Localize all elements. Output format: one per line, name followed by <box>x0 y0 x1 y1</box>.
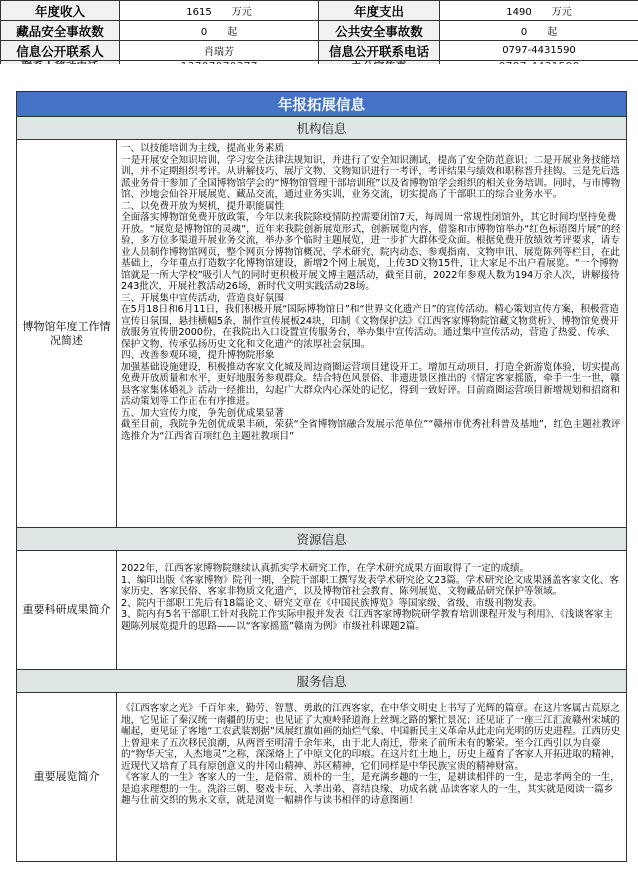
exhibition-content <box>117 693 627 862</box>
research-paragraph: 3、院内有5名干部职工针对我院工作实际申报并发表《江西客家博物院研学教育培训课程开发与利用》、《浅谈客家主题陈列展览提升的思路——以“客家摇篮”赣南为例》市级社科课题2篇。 <box>121 609 613 632</box>
research-label: 重要科研成果简介 <box>17 551 117 670</box>
income-value: 1615 <box>186 7 212 18</box>
rendering-gap <box>0 64 638 74</box>
research-paragraph: 1、编印出版《客家博物》院刊一期，全院干部职工撰写发表学术研究论文23篇。学术研究论文成果涵盖客家文化、客家历史、客家民俗、客家非物质文化遗产，以及博物馆社会教育、陈列展览、文物藏品研究保护等领域。 <box>121 574 619 597</box>
income-label: 年度收入 <box>1 1 120 21</box>
research-paragraph: 2、院内干部职工先后有18篇论文、研究文章在《中国民族博览》等国家级、省级、市级刊物发表。 <box>121 597 543 609</box>
public-incidents-unit: 起 <box>547 27 558 38</box>
annual-extension-banner: 年报拓展信息 <box>17 92 627 117</box>
contact-person-label: 信息公开联系人 <box>1 41 120 61</box>
exhibition-label: 重要展览简介 <box>17 693 117 862</box>
income-expense-row <box>1 1 638 21</box>
public-incidents-value: 0 <box>520 27 528 38</box>
income-value-cell <box>120 1 319 21</box>
work-summary-paragraph: 全面落实博物馆免费开放政策，今年以来我院除疫情防控需要闭馆7天，每周周一常规性闭馆外，其它时间均坚持免费开放。“展览是博物馆的灵魂”，近年来我院创新展览形式，创新展览内容，借鉴和市博物馆举办“红色标语图片展”的经验，多方位多渠道开展业务交流，举办多个临时主题展览，进一步扩大群体受众面。根据免费开放绩效考评要求，请专业人员制作博物馆网页，整个网页分博物馆概况、学术研究、院内动态、参观指南、文物申讯、展览陈列等栏目，在此基础上，今年重点打造数字化博物馆建设，新增2个网上展览，上传3D文物15件，让大家足不出户看展览。“一个博物馆就是一所大学校”吸引人气的同时更积极开展文博主题活动，截至目前，2022年参观人数为194万余人次，讲解接待243批次，开展社教活动26场，新时代文明实践活动28场。 <box>121 212 621 292</box>
research-row <box>17 551 627 670</box>
collection-incidents-cell <box>120 21 319 41</box>
work-summary-paragraph: 截至目前，我院争先创优成果丰硕，荣获“全省博物馆融合发展示范单位”“赣州市优秀社科普及基地”，红色主题社教评选推介为“江西省百项红色主题社教项目” <box>121 419 621 442</box>
expense-value-cell <box>440 1 638 21</box>
work-summary-content <box>117 140 627 528</box>
work-summary-paragraph: 三、开展集中宣传活动，营造良好氛围 <box>121 292 285 304</box>
exhibition-paragraph: 《客家人的一生》客家人的一生，是俗常、质朴的一生，是充满乡趣的一生，是耕读相伴的一生，是忠孝两全的一生，是追求理想的一生。洗浴三朝、娶戏卡玩、入孝出弟、喜结良缘、功成名就 品读客家人的一生，其实就是阅读一篇乡趣与仕前交织的隽永文章，就是浏览一幅耕作与读书相伴的诗意图画！ <box>121 772 620 806</box>
collection-incidents-value: 0 <box>200 27 208 38</box>
work-summary-paragraph: 在5月18日和6月11日，我们积极开展“国际博物馆日”和“世界文化遗产日”的宣传活动。精心策划宣传方案，积极营造宣传日氛围，悬挂横幅5条，制作宣传展板24块，印制《文物保护法》《江西客家博物院馆藏文物赏析》、博物馆免费开放服务宣传册2000份，在我院出入口设置宣传服务台，举办集中宣传活动。通过集中宣传活动，营造了热爱、传承、保护文物、传承弘扬历史文化和文化遗产的浓厚社会氛围。 <box>121 304 619 350</box>
work-summary-paragraph: 四、改善参观环境，提升博物院形象 <box>121 350 275 361</box>
public-incidents-label: 公共安全事故数 <box>319 21 440 41</box>
summary-table <box>0 0 638 74</box>
expense-unit: 万元 <box>551 7 572 18</box>
research-paragraph: 2022年，江西客家博物院继续认真抓实学术研究工作，在学术研究成果方面取得了一定的成绩。 <box>121 563 530 574</box>
incidents-row <box>1 21 638 41</box>
contact-phone-label: 信息公开联系电话 <box>319 41 440 61</box>
service-section-header: 服务信息 <box>17 670 627 693</box>
work-summary-paragraph: 一是开展安全知识培训，学习安全法律法规知识，并进行了安全知识测试，提高了安全防范意识；二是开展业务技能培训，并不定期组织考评。从讲解技巧、展厅文物、文物知识进行一考评，考评结果与绩效和职称晋升挂钩。三是先后选派业务骨干参加了全国博物馆学会的“博物馆管理干部培训班”以及省博物馆学会组织的相关业务培训。同时，与市博物馆、沙地会仙谷开展展览、藏品交流，通过业务实训，业务交流，切实提高了干部职工的综合业务水平。 <box>121 154 621 200</box>
exhibition-paragraph: 《江西客家之光》千百年来，勤劳、智慧、勇敢的江西客家，在中华文明史上书写了光辉的篇章。在这片客属古荒原之地，它见证了秦汉统一南疆的历史；也见证了大庾岭驿道海上丝绸之路的繁忙景况；还见证了一座三江汇流赣州宋城的崛起，更见证了客地“工农武装割据”凤展红旗如画的灿烂气象、中国新民主义革命从此走向光明的历史进程。江西历史上曾迎来了五次移民浪潮，从两晋至明清千余年来，由于北人南迁，带来了前所未有的繁荣。至今江西引以为自豪的“物华天宝，人杰地灵”之称，深深烙上了中原文化的印痕。在这片红土地上，历史上蕴育了客家人开拓进取的精神，近现代又培育了具有原创意义的井冈山精神、苏区精神，它们同样是中华民族宝贵的精神财富。 <box>121 703 621 772</box>
research-content <box>117 551 627 670</box>
institution-section-header: 机构信息 <box>17 117 627 140</box>
work-summary-paragraph: 二、以免费开放为契机，提升职能属性 <box>121 200 285 212</box>
contact-row <box>1 41 638 61</box>
collection-incidents-unit: 起 <box>227 27 238 38</box>
contact-person-value: 肖瑞芳 <box>120 41 319 61</box>
income-unit: 万元 <box>231 7 252 18</box>
public-incidents-cell <box>440 21 638 41</box>
work-summary-row <box>17 140 627 528</box>
work-summary-label: 博物馆年度工作情况简述 <box>17 140 117 528</box>
expense-label: 年度支出 <box>319 1 440 21</box>
contact-phone-value: 0797-4431590 <box>440 41 638 61</box>
work-summary-paragraph: 加强基础设施建设，积极推动客家文化城及周边商圈运营项目建设开工。增加互动项目，打造全新游览体验，切实提高免费开放质量和水平，更好地服务参观群众。结合特色风景俗、非遗进景区推出的《情定客家摇篮，牵手一生一世，赣县客家集体婚礼》活动一经推出，勾起广大群众内心深处的记忆，得到一致好评。目前商圈运营项目新增规划和招商和活动策划等工作正在有序推进。 <box>121 361 620 407</box>
expense-value: 1490 <box>506 7 532 18</box>
collection-incidents-label: 藏品安全事故数 <box>1 21 120 41</box>
annual-extension-table <box>16 91 627 862</box>
work-summary-paragraph: 一、以技能培训为主线，提高业务素质 <box>121 143 285 154</box>
resource-section-header: 资源信息 <box>17 528 627 551</box>
exhibition-row <box>17 693 627 862</box>
work-summary-paragraph: 五、加大宣传力度，争先创优成果显著 <box>121 407 285 419</box>
